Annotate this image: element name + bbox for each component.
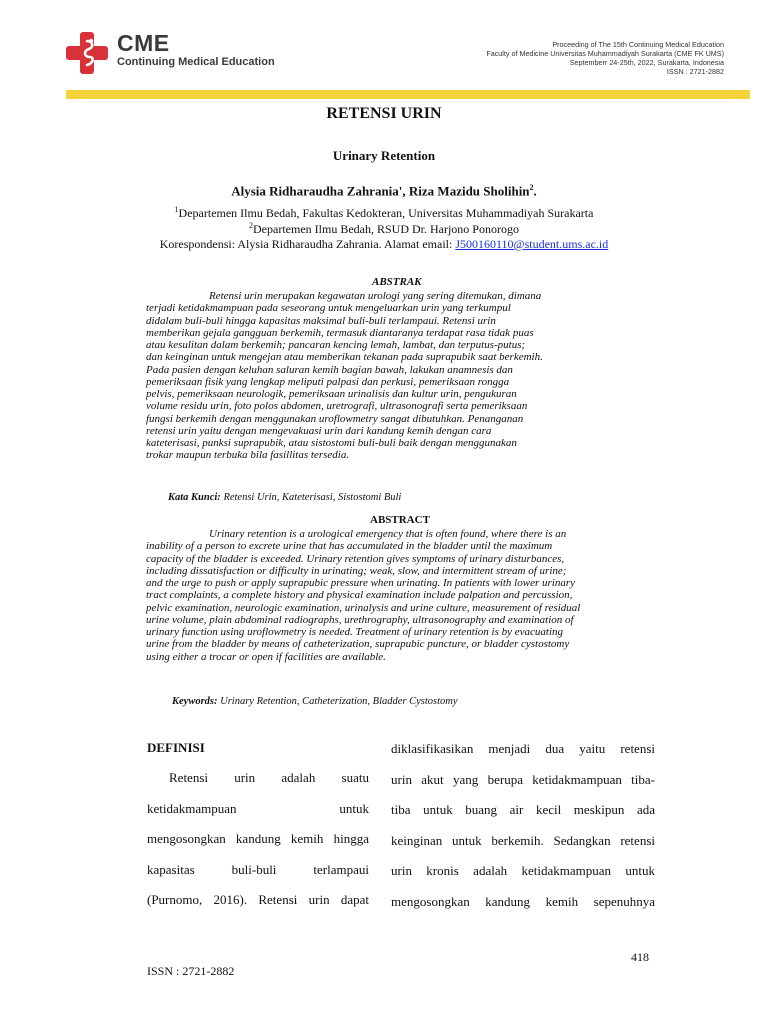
abstract-line: capacity of the bladder is exceeded. Urinary retention gives symptoms of urinary disturbances, bbox=[146, 552, 565, 565]
proceeding-line: Faculty of Medicine Universitas Muhammadiyah Surakarta (CME FK UMS) bbox=[486, 49, 724, 58]
header-divider-bar bbox=[66, 90, 750, 99]
body-line: mengosongkan kandung kemih sepenuhnya bbox=[391, 893, 655, 909]
abstract-line: including dissatisfaction or difficulty in urinating; weak, slow, and intermittent stream of urine; bbox=[146, 564, 567, 577]
body-line: mengosongkan kandung kemih hingga bbox=[147, 831, 369, 846]
abstrak-line: memberikan gejala gangguan berkemih, termasuk diantaranya terdapat rasa tidak puas bbox=[146, 326, 534, 339]
affiliation-2-text: Departemen Ilmu Bedah, RSUD Dr. Harjono Ponorogo bbox=[253, 222, 519, 236]
proceeding-line: Proceeding of The 15th Continuing Medical Education bbox=[552, 40, 724, 49]
affiliation-1-text: Departemen Ilmu Bedah, Fakultas Kedokteran, Universitas Muhammadiyah Surakarta bbox=[178, 206, 594, 220]
body-line: (Purnomo, 2016). Retensi urin dapat bbox=[147, 892, 369, 907]
abstrak-line: volume residu urin, foto polos abdomen, uretrografi, ultrasonografi serta pemeriksaan bbox=[146, 400, 528, 413]
correspondence bbox=[0, 237, 768, 252]
keywords-text: Urinary Retention, Catheterization, Bladder Cystostomy bbox=[217, 696, 458, 707]
abstrak-line: didalam buli-buli hingga kapasitas maksimal buli-buli terlampaui. Retensi urin bbox=[146, 314, 496, 327]
abstract-line: using either a trocar or open if facilities are available. bbox=[146, 650, 386, 663]
section-heading: DEFINISI bbox=[147, 740, 205, 755]
paper-authors bbox=[0, 183, 768, 199]
abstrak-line: Pada pasien dengan keluhan saluran kemih bagian bawah, lakukan anamnesis dan bbox=[146, 363, 513, 376]
affiliation-2-sup: 2 bbox=[249, 221, 254, 230]
abstract-line: urine volume, plain abdominal radiographs, urethrography, ultrasonography and examination of bbox=[146, 613, 574, 626]
affiliation-2 bbox=[0, 221, 768, 237]
abstrak-line: Retensi urin merupakan kegawatan urologi yang sering ditemukan, dimana bbox=[209, 290, 542, 302]
cme-logo-icon bbox=[66, 32, 108, 74]
authors-end: . bbox=[533, 183, 537, 199]
abstrak-line: dan keinginan untuk mengejan atau memberikan tekanan pada suprapubik saat berkemih. bbox=[146, 351, 543, 364]
abstrak-heading: ABSTRAK bbox=[372, 276, 422, 288]
logo-subtitle: Continuing Medical Education bbox=[117, 56, 275, 68]
body-line: urin akut yang berupa ketidakmampuan tiba- bbox=[391, 771, 655, 787]
proceeding-line: Septemberr 24-25th, 2022, Surakarta, Indonesia bbox=[569, 58, 724, 67]
abstract-line: pelvic examination, neurologic examination, urinalysis and urine culture, measurement of residual bbox=[146, 601, 581, 614]
affiliation-1 bbox=[0, 205, 768, 221]
abstrak-body bbox=[146, 290, 658, 462]
author-sup: 2 bbox=[529, 183, 534, 192]
body-line: keinginan untuk berkemih. Sedangkan retensi bbox=[391, 832, 655, 848]
abstrak-line: trokar maupun terbuka bila fasillitas tersedia. bbox=[146, 449, 350, 462]
body-line: diklasifikasikan menjadi dua yaitu retensi bbox=[391, 741, 655, 756]
abstract-line: Urinary retention is a urological emergency that is often found, where there is an bbox=[209, 528, 567, 540]
abstrak-line: pemeriksaan fisik yang lengkap meliputi palpasi dan perkusi, pemeriksaan rongga bbox=[146, 375, 510, 388]
abstrak-line: terjadi ketidakmampuan pada seseorang untuk mengeluarkan urin yang terkumpul bbox=[146, 302, 511, 315]
abstract-line: tract complaints, a complete history and physical examination include palpation and percussion, bbox=[146, 589, 573, 602]
paper-subtitle: Urinary Retention bbox=[332, 148, 436, 163]
affiliation-1-sup: 1 bbox=[174, 205, 179, 214]
correspondence-text: Korespondensi: Alysia Ridharaudha Zahrania. Alamat email: bbox=[159, 237, 456, 251]
abstract-line: urine from the bladder by means of catheterization, suprapubic puncture, or bladder cystostomy bbox=[146, 638, 570, 651]
body-column-right bbox=[391, 734, 655, 917]
keywords-label: Keywords: bbox=[172, 696, 218, 707]
abstrak-line: fungsi berkemih dengan menggunakan uroflowmetry sangat dibutuhkan. Penanganan bbox=[146, 412, 524, 425]
abstract-heading: ABSTRACT bbox=[370, 514, 430, 526]
abstrak-line: retensi urin yaitu dengan mengevakuasi urin dari kandung kemih dengan cara bbox=[146, 424, 492, 437]
body-line: urin kronis adalah ketidakmampuan untuk bbox=[391, 863, 655, 878]
abstrak-line: atau kesulitan dalam berkemih; pancaran kencing lemah, lambat, dan terputus-putus; bbox=[146, 339, 526, 351]
keywords bbox=[172, 696, 458, 707]
abstrak-line: pelvis, pemeriksaan neurologik, pemeriksaan urinalisis dan kultur urin, pengukuran bbox=[146, 388, 517, 400]
logo-title: CME bbox=[117, 30, 170, 56]
kata-kunci bbox=[168, 492, 401, 503]
authors-text: Alysia Ridharaudha Zahrania', Riza Mazidu Sholihin bbox=[231, 183, 530, 199]
body-line: tiba untuk buang air kecil meskipun ada bbox=[391, 802, 655, 817]
proceeding-info bbox=[394, 40, 724, 76]
body-line: Retensi urin adalah suatu bbox=[169, 770, 369, 785]
footer-issn: ISSN : 2721-2882 bbox=[147, 964, 235, 978]
proceeding-line: ISSN : 2721-2882 bbox=[666, 67, 724, 76]
body-line: kapasitas buli-buli terlampaui bbox=[147, 861, 369, 877]
kata-kunci-text: Retensi Urin, Kateterisasi, Sistostomi Buli bbox=[220, 492, 402, 503]
kata-kunci-label: Kata Kunci: bbox=[168, 492, 221, 503]
body-column-left bbox=[147, 738, 369, 916]
body-line: ketidakmampuan untuk bbox=[147, 800, 369, 816]
abstract-line: inability of a person to excrete urine that has accumulated in the bladder until the maximum bbox=[146, 540, 553, 553]
abstrak-line: kateterisasi, punksi suprapubik, atau sistostomi buli-buli baik dengan menggunakan bbox=[146, 437, 517, 449]
abstract-line: urinary function using uroflowmetry is needed. Treatment of urinary retention is by evacuating bbox=[146, 626, 564, 638]
abstract-line: and the urge to push or apply suprapubic pressure when urinating. In patients with lower urinary bbox=[146, 577, 575, 589]
paper-title: RETENSI URIN bbox=[326, 105, 442, 122]
page-number: 418 bbox=[631, 950, 649, 964]
abstract-body bbox=[146, 528, 658, 663]
email-link[interactable]: J500160110@student.ums.ac.id bbox=[455, 237, 609, 251]
